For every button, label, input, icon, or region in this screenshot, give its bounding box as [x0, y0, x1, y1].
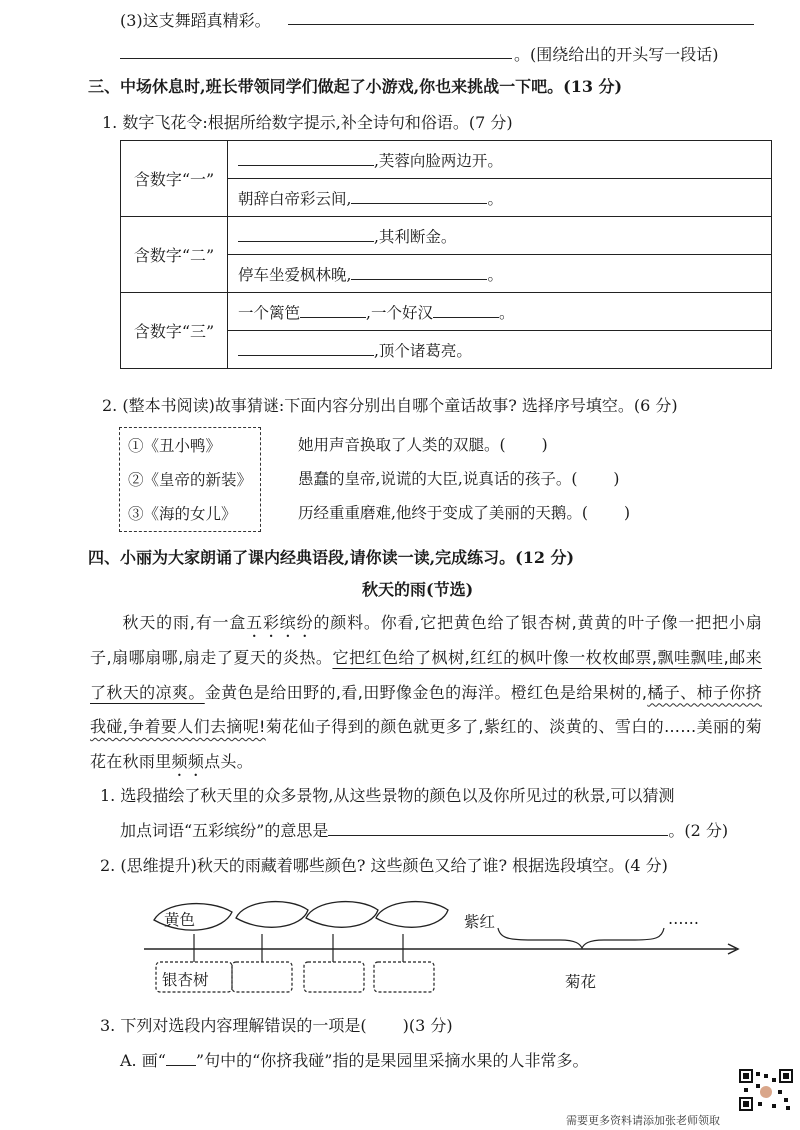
section-3-q1: 1. 数字飞花令:根据所给数字提示,补全诗句和俗语。(7 分) [102, 113, 513, 132]
answer-line[interactable] [288, 24, 754, 25]
clue-1: 她用声音换取了人类的双腿。( ) [298, 436, 548, 454]
underlined-sentence: 它把红色给了枫树,红红的枫叶像一枚枚邮票,飘哇飘哇,邮来了秋天的凉爽。 [90, 648, 762, 702]
section-4-q1-b: 加点词语“五彩缤纷”的意思是 。(2 分) [120, 821, 729, 840]
answer-blank[interactable] [238, 225, 374, 242]
story-options-box [119, 427, 261, 532]
row-label: 含数字“一” [121, 141, 228, 217]
answer-blank[interactable] [238, 339, 374, 356]
answer-blank[interactable] [433, 301, 499, 318]
color-diagram [140, 890, 750, 1010]
section-4-heading: 四、小丽为大家朗诵了课内经典语段,请你读一读,完成练习。(12 分) [88, 548, 575, 567]
recipient-box-blank[interactable] [304, 962, 364, 992]
poem-line: 朝辞白帝彩云间, 。 [228, 179, 772, 217]
recipient-box-blank[interactable] [232, 962, 292, 992]
section-3-heading: 三、中场休息时,班长带领同学们做起了小游戏,你也来挑战一下吧。(13 分) [88, 77, 623, 96]
recipient-box-blank[interactable] [374, 962, 434, 992]
clue-2: 愚蠢的皇帝,说谎的大臣,说真话的孩子。( ) [298, 470, 620, 488]
poem-line: ,其利断金。 [228, 217, 772, 255]
dotted-word: 频频 [171, 751, 205, 771]
color-label-yellow: 黄色 [164, 911, 196, 929]
footer-note: 需要更多资料请添加张老师领取 [566, 1114, 720, 1127]
row-label: 含数字“二” [121, 217, 228, 293]
passage: 秋天的雨,有一盒五彩缤纷的颜料。你看,它把黄色给了银杏树,黄黄的叶子像一把把小扇子,扇哪扇哪,扇走了夏天的炎热。它把红色给了枫树,红红的枫叶像一枚枚邮票,飘哇飘哇,邮来了秋天的凉爽。金黄色是给田野的,看,田野像金色的海洋。橙红色是给果树的,橘子、柿子你挤我碰,争着要人们去摘呢!菊花仙子得到的颜色就更多了,紫红的、淡黄的、雪白的……美丽的菊花在秋雨里频频点头。 [90, 613, 763, 771]
section-4-q2: 2. (思维提升)秋天的雨藏着哪些颜色? 这些颜色又给了谁? 根据选段填空。(4 分) [100, 856, 668, 875]
section-3-q2: 2. (整本书阅读)故事猜谜:下面内容分别出自哪个童话故事? 选择序号填空。(6 分) [102, 396, 678, 415]
answer-line[interactable] [120, 58, 512, 59]
recipient-label-ginkgo: 银杏树 [162, 971, 209, 989]
color-label-more: …… [668, 910, 699, 928]
poem-line: ,芙蓉向脸两边开。 [228, 141, 772, 179]
top-line-2-end: 。(围绕给出的开头写一段话) [514, 45, 719, 64]
option-a: A. 画“ ”句中的“你挤我碰”指的是果园里采摘水果的人非常多。 [120, 1051, 589, 1070]
row-label: 含数字“三” [121, 293, 228, 369]
answer-blank[interactable] [300, 301, 366, 318]
color-leaf-blank[interactable] [376, 902, 448, 928]
story-option: ①《丑小鸭》 [128, 437, 222, 455]
story-option: ③《海的女儿》 [128, 505, 237, 523]
dotted-word: 五彩缤纷 [246, 613, 314, 632]
color-label-purple-red: 紫红 [464, 913, 496, 931]
recipient-label-chrysanthemum: 菊花 [565, 973, 597, 991]
top-line-1: (3)这支舞蹈真精彩。 [120, 11, 271, 30]
section-4-q1-a: 1. 选段描绘了秋天里的众多景物,从这些景物的颜色以及你所见过的秋景,可以猜测 [100, 786, 675, 805]
answer-blank[interactable] [351, 263, 487, 280]
story-option: ②《皇帝的新装》 [128, 471, 253, 489]
wavy-underlined-sentence: 橘子、柿子你挤我碰,争着要人们去摘呢! [90, 682, 762, 736]
poem-table [120, 140, 772, 369]
poem-line: 一个篱笆 ,一个好汉 。 [228, 293, 772, 331]
answer-blank[interactable] [238, 149, 374, 166]
poem-line: 停车坐爱枫林晚, 。 [228, 255, 772, 293]
poem-line: ,顶个诸葛亮。 [228, 331, 772, 369]
color-leaf-blank[interactable] [236, 902, 308, 928]
wavy-marker [166, 1051, 196, 1066]
answer-blank[interactable] [328, 819, 668, 836]
answer-blank[interactable] [351, 187, 487, 204]
color-leaf-blank[interactable] [306, 902, 378, 928]
clue-3: 历经重重磨难,他终于变成了美丽的天鹅。( ) [298, 504, 631, 522]
bracket-brace [498, 928, 664, 948]
section-4-q3: 3. 下列对选段内容理解错误的一项是( )(3 分) [100, 1016, 453, 1035]
qr-code-icon [738, 1068, 794, 1112]
passage-title: 秋天的雨(节选) [362, 580, 474, 599]
